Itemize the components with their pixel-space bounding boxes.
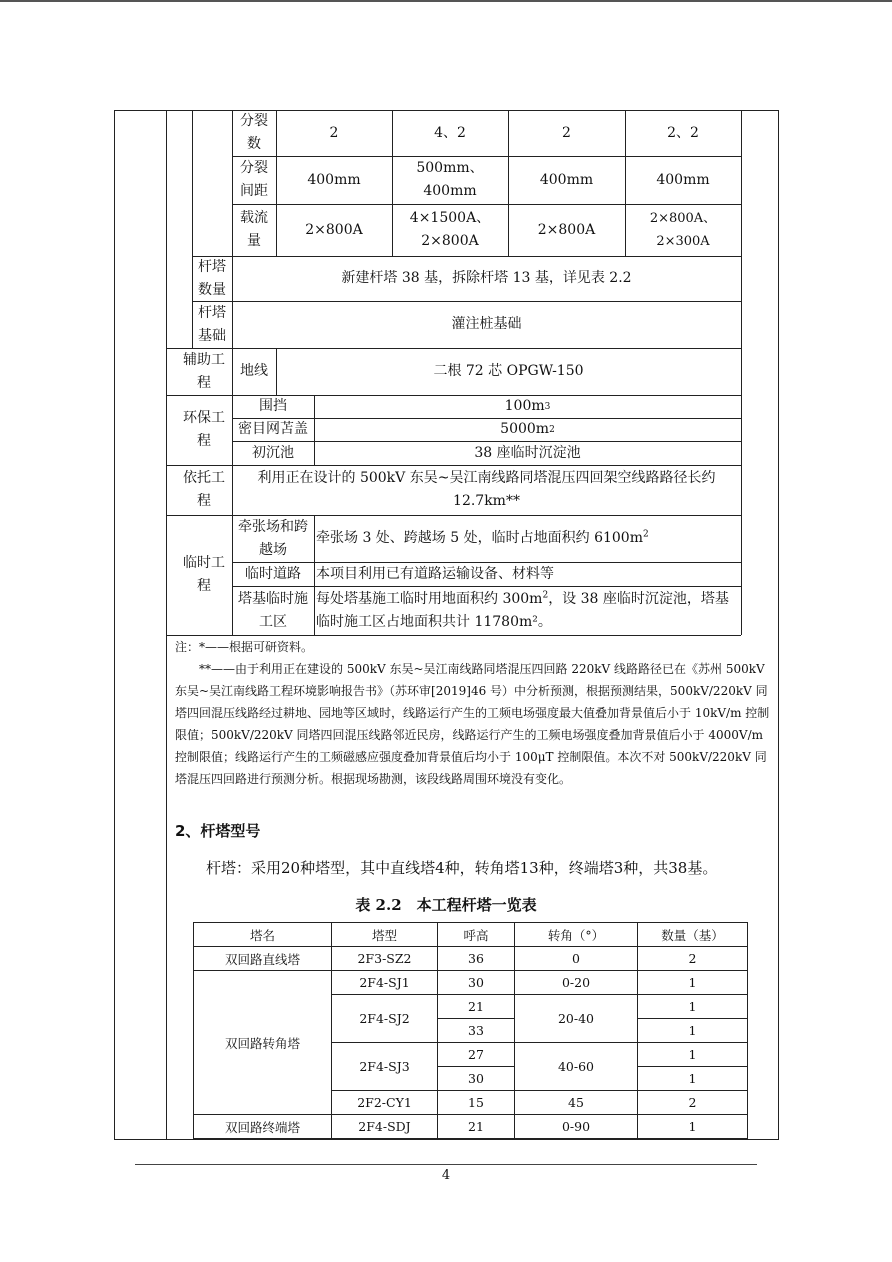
tower-table — [193, 922, 748, 1139]
angle-cell: 20-40 — [515, 995, 638, 1043]
angle-cell: 40-60 — [515, 1043, 638, 1091]
tower-type-cell: 2F4-SDJ — [332, 1115, 438, 1139]
tower-name-cell: 双回路转角塔 — [194, 971, 332, 1115]
temporary-road-value: 本项目利用已有道路运输设备、材料等 — [316, 565, 554, 582]
label-environmental-works: 环保工程 — [183, 410, 225, 449]
quantity-cell: 1 — [638, 995, 748, 1019]
label-tower-foundation: 杆塔基础 — [198, 304, 226, 344]
tower-foundation-value: 灌注桩基础 — [451, 316, 522, 332]
tower-temp-area-value: 每处塔基施工临时用地面积约 $300m^2$，设 38 座临时沉淀池，塔基临时施工区占地面积共计 11780m²。 — [316, 589, 729, 630]
split-spacing-value: 400mm — [539, 171, 594, 188]
tower-name-cell: 双回路直线塔 — [194, 947, 332, 971]
tower-type-cell: 2F2-CY1 — [332, 1091, 438, 1115]
quantity-cell: 2 — [638, 1091, 748, 1115]
quantity-cell: 1 — [638, 971, 748, 995]
quantity-cell: 1 — [638, 1115, 748, 1139]
split-spacing-value: 500mm、400mm — [416, 160, 484, 199]
angle-cell: 45 — [515, 1091, 638, 1115]
label-temporary-works: 临时工程 — [183, 555, 225, 594]
current-capacity-value: 2×800A、2×300A — [649, 211, 717, 249]
table-divider — [741, 110, 742, 635]
table-row — [194, 1115, 748, 1139]
note-line-1: 注：*——根据可研资料。 — [175, 640, 314, 654]
table-divider — [314, 515, 315, 635]
label-ground-wire: 地线 — [240, 363, 268, 379]
height-cell: 30 — [438, 971, 515, 995]
header-cell: 塔型 — [332, 923, 438, 947]
current-capacity-value: 4×1500A、2×800A — [409, 210, 491, 249]
hoarding-value: 100m 3 — [504, 398, 551, 414]
table-header-row — [194, 923, 748, 947]
height-cell: 21 — [438, 1115, 515, 1139]
label-dust-net: 密目网苫盖 — [238, 421, 308, 437]
header-cell: 数量（基） — [638, 923, 748, 947]
tower-type-cell: 2F4-SJ3 — [332, 1043, 438, 1091]
quantity-cell: 2 — [638, 947, 748, 971]
footer-line — [135, 1164, 757, 1165]
label-tower-temp-area: 塔基临时施工区 — [238, 590, 308, 630]
table-row — [194, 947, 748, 971]
dust-net-value: 5000m 2 — [500, 421, 555, 437]
page-number: 4 — [441, 1168, 451, 1183]
height-cell: 27 — [438, 1043, 515, 1067]
table-row — [194, 971, 748, 995]
height-cell: 21 — [438, 995, 515, 1019]
split-count-value: 2 — [562, 124, 571, 141]
table-caption: 表 2.2 本工程杆塔一览表 — [355, 896, 537, 914]
label-split-spacing: 分裂间距 — [240, 160, 268, 199]
section-paragraph: 杆塔：采用20种塔型，其中直线塔4种，转角塔13种，终端塔3种，共38基。 — [206, 859, 718, 877]
label-hoarding: 围挡 — [259, 398, 287, 414]
quantity-cell: 1 — [638, 1019, 748, 1043]
tower-count-value: 新建杆塔 38 基，拆除杆塔 13 基，详见表 2.2 — [341, 270, 632, 286]
section-heading: 2、杆塔型号 — [175, 822, 261, 840]
angle-cell: 0 — [515, 947, 638, 971]
header-cell: 呼高 — [438, 923, 515, 947]
current-capacity-value: 2×800A — [537, 221, 596, 238]
angle-cell: 0-20 — [515, 971, 638, 995]
current-capacity-value: 2×800A — [305, 221, 363, 238]
relied-works-value: 利用正在设计的 500kV 东吴~吴江南线路同塔混压四回架空线路路径长约 12.7km** — [257, 470, 716, 509]
height-cell: 30 — [438, 1067, 515, 1091]
quantity-cell: 1 — [638, 1067, 748, 1091]
angle-cell: 0-90 — [515, 1115, 638, 1139]
table-divider — [166, 110, 167, 1140]
tower-type-cell: 2F4-SJ1 — [332, 971, 438, 995]
note-line-2: **——由于利用正在建设的 500kV 东吴~吴江南线路同塔混压四回路 220kV 线路路径已在《苏州 500kV 东吴~吴江南线路工程环境影响报告书》（苏环审[2019]46 号）中分析预测，根据预测结果，500kV/220kV 同塔四回混压线路经过耕地、园地等区域时，线路运行产生的工频电场强度最大值叠加背景值后小于 10kV/m 控制限值；500kV/220kV 同塔四回混压线路邻近民房，线路运行产生的工频电场强度叠加背景值后小于 4000V/m 控制限值；线路运行产生的工频磁感应强度叠加背景值后均小于 100μT 控制限值。本次不对 500kV/220kV 同塔混压四回路进行预测分析。根据现场勘测，该段线路周围环境没有变化。 — [175, 662, 770, 786]
label-temporary-road: 临时道路 — [245, 565, 301, 582]
sedimentation-tank-value: 38 座临时沉淀池 — [474, 444, 581, 461]
top-border-line — [0, 0, 892, 2]
label-auxiliary-works: 辅助工程 — [183, 351, 225, 391]
ground-wire-value: 二根 72 芯 OPGW-150 — [433, 363, 584, 379]
split-count-value: 2 — [329, 124, 339, 141]
split-count-value: 2、2 — [667, 124, 699, 141]
tower-type-cell: 2F3-SZ2 — [332, 947, 438, 971]
label-current-capacity: 载流量 — [240, 210, 268, 249]
header-cell: 塔名 — [194, 923, 332, 947]
height-cell: 15 — [438, 1091, 515, 1115]
quantity-cell: 1 — [638, 1043, 748, 1067]
label-tower-count: 杆塔数量 — [198, 258, 226, 298]
height-cell: 36 — [438, 947, 515, 971]
tower-type-cell: 2F4-SJ2 — [332, 995, 438, 1043]
tower-name-cell: 双回路终端塔 — [194, 1115, 332, 1139]
split-count-value: 4、2 — [434, 124, 466, 141]
label-split-count: 分裂数 — [240, 113, 268, 152]
label-tension-site: 牵张场和跨越场 — [238, 518, 308, 558]
height-cell: 33 — [438, 1019, 515, 1043]
tension-site-value: 牵张场 3 处、跨越场 5 处，临时占地面积约 $6100m^2$ — [316, 529, 649, 546]
table-divider — [192, 110, 193, 348]
label-sedimentation-tank: 初沉池 — [252, 444, 294, 461]
split-spacing-value: 400mm — [307, 171, 361, 188]
split-spacing-value: 400mm — [656, 171, 710, 188]
header-cell: 转角（°） — [515, 923, 638, 947]
label-relied-works: 依托工程 — [183, 470, 225, 509]
